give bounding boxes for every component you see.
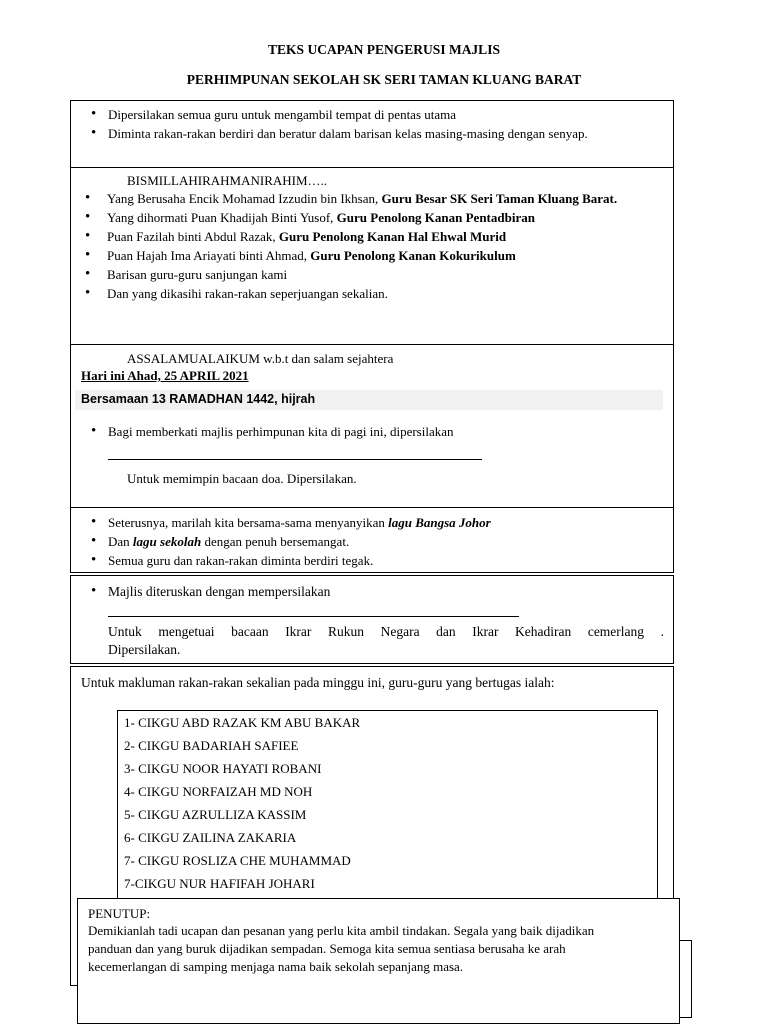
list-item: • Semua guru dan rakan-rakan diminta berdiri tegak.	[71, 551, 673, 570]
hijri-date-bar	[75, 390, 663, 410]
section-closing	[77, 898, 680, 1024]
list-item: • Yang Berusaha Encik Mohamad Izzudin bin Ikhsan, Guru Besar SK Seri Taman Kluang Barat.	[71, 189, 665, 208]
list-item: • Seterusnya, marilah kita bersama-sama menyanyikan lagu Bangsa Johor	[71, 513, 673, 532]
fill-in-line	[108, 616, 519, 617]
list-item: 7-CIKGU NUR HAFIFAH JOHARI	[124, 876, 315, 891]
list-item: • Majlis diteruskan dengan mempersilakan	[71, 582, 671, 601]
section-anthem	[70, 507, 674, 573]
list-item: 2- CIKGU BADARIAH SAFIEE	[124, 738, 299, 753]
list-item: • Dan lagu sekolah dengan penuh bersemangat.	[71, 532, 673, 551]
pledge-list	[71, 582, 671, 601]
list-item: 5- CIKGU AZRULLIZA KASSIM	[124, 807, 307, 822]
section-pledge	[70, 575, 674, 664]
list-item: • Puan Fazilah binti Abdul Razak, Guru Penolong Kanan Hal Ehwal Murid	[71, 227, 665, 246]
closing-line-1: Demikianlah tadi ucapan dan pesanan yang perlu kita ambil tindakan. Segala yang baik dijadikan	[88, 923, 595, 938]
document-title: TEKS UCAPAN PENGERUSI MAJLIS	[268, 42, 500, 57]
section-greeting	[70, 344, 674, 508]
list-item: • Puan Hajah Ima Ariayati binti Ahmad, Guru Penolong Kanan Kokurikulum	[71, 246, 665, 265]
list-item: 4- CIKGU NORFAIZAH MD NOH	[124, 784, 313, 799]
invitation-list	[71, 422, 671, 441]
arrangement-list	[71, 105, 673, 143]
list-item: • Dan yang dikasihi rakan-rakan seperjuangan sekalian.	[71, 284, 665, 303]
greeting-text: ASSALAMUALAIKUM w.b.t dan salam sejahtera	[127, 351, 394, 366]
salutation-list	[71, 189, 665, 303]
bismillah-text: BISMILLAHIRAHMANIRAHIM…..	[127, 173, 328, 188]
list-item: • Yang dihormati Puan Khadijah Binti Yusof, Guru Penolong Kanan Pentadbiran	[71, 208, 665, 227]
list-item: 7- CIKGU ROSLIZA CHE MUHAMMAD	[124, 853, 351, 868]
pledge-line-2: Dipersilakan.	[108, 642, 181, 657]
closing-line-2: panduan dan yang buruk dijadikan sempadan. Semoga kita semua sentiasa berusaha ke arah	[88, 941, 566, 956]
list-item: 6- CIKGU ZAILINA ZAKARIA	[124, 830, 297, 845]
hijri-date-text: Bersamaan 13 RAMADHAN 1442, hijrah	[81, 392, 316, 406]
closing-line-3: kecemerlangan di samping menjaga nama baik sekolah sepanjang masa.	[88, 959, 464, 974]
list-item: • Dipersilakan semua guru untuk mengambil tempat di pentas utama	[71, 105, 673, 124]
anthem-list	[71, 513, 673, 570]
prayer-text: Untuk memimpin bacaan doa. Dipersilakan.	[127, 471, 357, 486]
document-subtitle: PERHIMPUNAN SEKOLAH SK SERI TAMAN KLUANG BARAT	[186, 72, 582, 87]
fill-in-line	[108, 459, 482, 460]
list-item: 1- CIKGU ABD RAZAK KM ABU BAKAR	[124, 715, 361, 730]
pledge-line-1: Untuk mengetuai bacaan Ikrar Rukun Negara dan Ikrar Kehadiran cemerlang .	[108, 624, 664, 639]
date-text: Hari ini Ahad, 25 APRIL 2021	[81, 368, 249, 383]
section-salutation	[70, 167, 674, 345]
section-arrangement	[70, 100, 674, 168]
list-item: • Bagi memberkati majlis perhimpunan kita di pagi ini, dipersilakan	[71, 422, 671, 441]
closing-heading: PENUTUP:	[88, 906, 151, 921]
list-item: • Barisan guru-guru sanjungan kami	[71, 265, 665, 284]
duty-intro-text: Untuk makluman rakan-rakan sekalian pada minggu ini, guru-guru yang bertugas ialah:	[81, 675, 555, 690]
list-item: • Diminta rakan-rakan berdiri dan beratur dalam barisan kelas masing-masing dengan senyap.	[71, 124, 673, 143]
list-item: 3- CIKGU NOOR HAYATI ROBANI	[124, 761, 322, 776]
